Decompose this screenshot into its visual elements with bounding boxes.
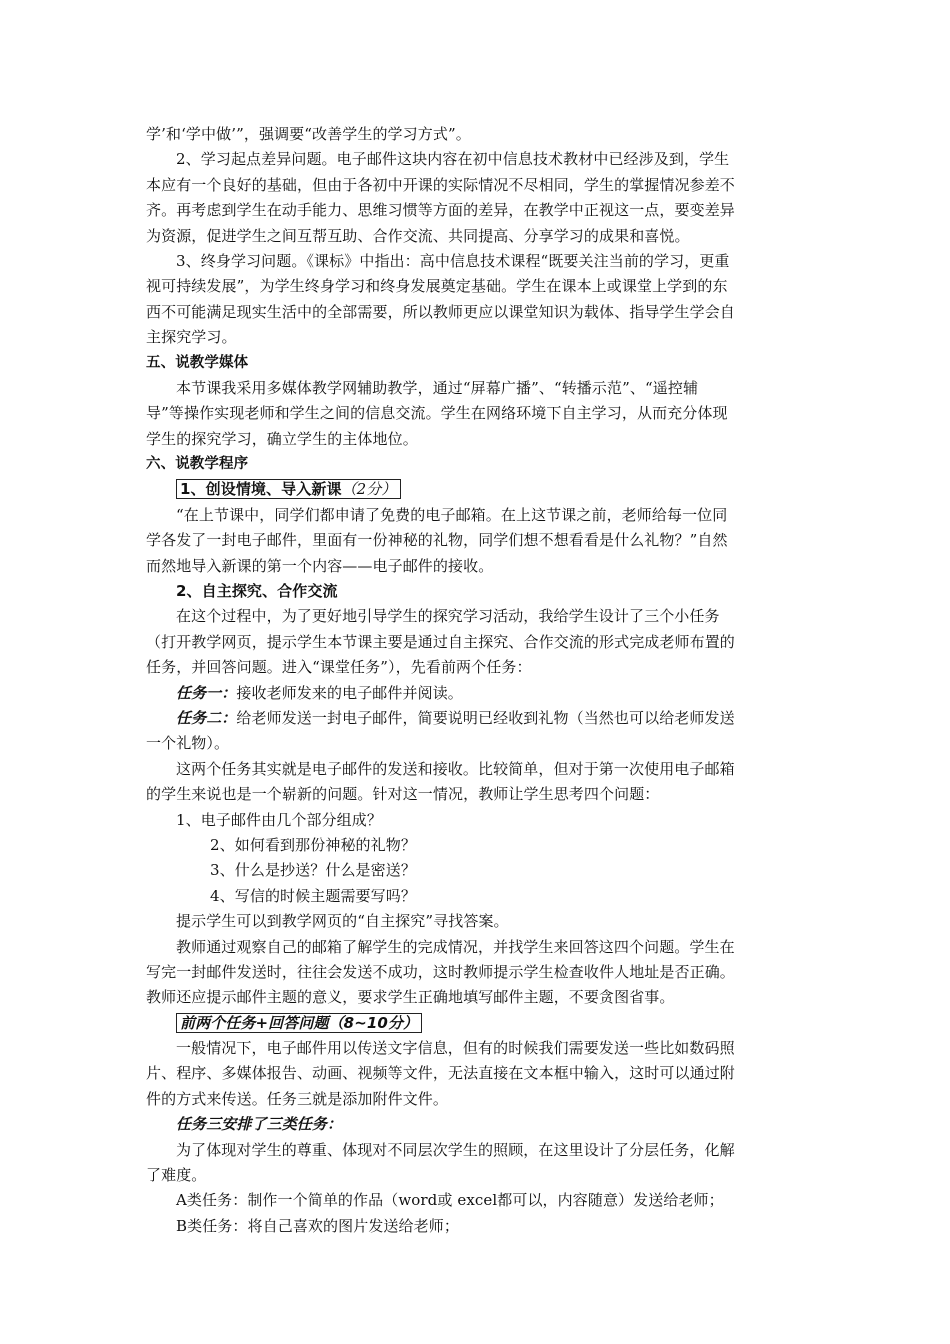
paragraph-line: 件的方式来传送。任务三就是添加附件文件。 (146, 1089, 449, 1108)
task-one-line (146, 681, 808, 706)
question-item: 4、写信的时候主题需要写吗？ (210, 886, 416, 905)
task-one-text: 接收老师发来的电子邮件并阅读。 (236, 683, 463, 702)
paragraph-line: 一般情况下，电子邮件用以传送文字信息，但有的时候我们需要发送一些比如数码照 (176, 1039, 735, 1058)
subsection-heading-intro (146, 477, 808, 502)
paragraph-line: 西不可能满足现实生活中的全部需要，所以教师更应以课堂知识为载体、指导学生学会自 (146, 302, 735, 321)
subsection-heading-explore: 2、自主探究、合作交流 (176, 582, 338, 601)
section-heading-procedure: 六、说教学程序 (146, 456, 249, 473)
paragraph-line: 学生的探究学习，确立学生的主体地位。 (146, 429, 418, 448)
boxed-summary: 前两个任务+回答问题（8~10分） (176, 1013, 422, 1033)
boxed-summary-line (146, 1011, 808, 1036)
section-heading-media: 五、说教学媒体 (146, 354, 249, 371)
paragraph-line: 导”等操作实现老师和学生之间的信息交流。学生在网络环境下自主学习，从而充分体现 (146, 404, 728, 423)
task-b-line: B类任务：将自己喜欢的图片发送给老师； (176, 1216, 459, 1235)
task-one-label: 任务一： (176, 683, 237, 702)
paragraph-line: 的学生来说也是一个崭新的问题。针对这一情况，教师让学生思考四个问题： (146, 785, 660, 804)
task-two-line (146, 706, 808, 731)
paragraph-line: 3、终身学习问题。《课标》中指出：高中信息技术课程“既要关注当前的学习，更重 (176, 251, 730, 270)
question-item: 1、电子邮件由几个部分组成？ (176, 810, 382, 829)
task-a-line: A类任务：制作一个简单的作品（word或 excel都可以，内容随意）发送给老师； (176, 1191, 724, 1210)
paragraph-line: 本应有一个良好的基础，但由于各初中开课的实际情况不尽相同，学生的掌握情况参差不 (146, 175, 735, 194)
paragraph-line: 提示学生可以到教学网页的“自主探究”寻找答案。 (176, 912, 509, 931)
paragraph-line: 为了体现对学生的尊重、体现对不同层次学生的照顾，在这里设计了分层任务，化解 (176, 1140, 735, 1159)
subheading-text: 1、创设情境、导入新课 (180, 480, 342, 499)
paragraph-line: 学’和‘学中做’”，强调要“改善学生的学习方式”。 (146, 125, 471, 143)
paragraph-line: 在这个过程中，为了更好地引导学生的探究学习活动，我给学生设计了三个小任务 (176, 607, 720, 626)
paragraph-line: 这两个任务其实就是电子邮件的发送和接收。比较简单，但对于第一次使用电子邮箱 (176, 759, 735, 778)
paragraph-line: 齐。再考虑到学生在动手能力、思维习惯等方面的差异，在教学中正视这一点，要变差异 (146, 201, 735, 220)
paragraph-line: 一个礼物）。 (146, 734, 230, 753)
paragraph-line: 教师还应提示邮件主题的意义，要求学生正确地填写邮件主题，不要贪图省事。 (146, 988, 675, 1007)
paragraph-line: “在上节课中，同学们都申请了免费的电子邮箱。在上这节课之前，老师给每一位同 (176, 505, 728, 524)
task-two-text: 给老师发送一封电子邮件，简要说明已经收到礼物（当然也可以给老师发送 (236, 708, 735, 727)
paragraph-line: 写完一封邮件发送时，往往会发送不成功，这时教师提示学生检查收件人地址是否正确。 (146, 962, 735, 981)
document-page (146, 122, 808, 1239)
paragraph-line: 本节课我采用多媒体教学网辅助教学，通过“屏幕广播”、“转播示范”、“遥控辅 (176, 378, 699, 397)
task-three-heading: 任务三安排了三类任务： (176, 1115, 343, 1134)
paragraph-line: 而然地导入新课的第一个内容——电子邮件的接收。 (146, 556, 494, 575)
paragraph-line: 任务，并回答问题。进入“课堂任务”），先看前两个任务： (146, 658, 532, 677)
question-item: 2、如何看到那份神秘的礼物？ (210, 835, 416, 854)
task-two-label: 任务二： (176, 708, 237, 727)
paragraph-line: 片、程序、多媒体报告、动画、视频等文件，无法直接在文本框中输入，这时可以通过附 (146, 1064, 735, 1083)
paragraph-line: 视可持续发展”，为学生终身学习和终身发展奠定基础。学生在课本上或课堂上学到的东 (146, 277, 728, 296)
paragraph-line: 2、学习起点差异问题。电子邮件这块内容在初中信息技术教材中已经涉及到，学生 (176, 150, 730, 169)
paragraph-line: （打开教学网页，提示学生本节课主要是通过自主探究、合作交流的形式完成老师布置的 (146, 632, 735, 651)
paragraph-line: 主探究学习。 (146, 328, 237, 347)
paragraph-line: 为资源，促进学生之间互帮互助、合作交流、共同提高、分享学习的成果和喜悦。 (146, 226, 690, 245)
time-note: （2分） (341, 480, 397, 499)
paragraph-line: 教师通过观察自己的邮箱了解学生的完成情况，并找学生来回答这四个问题。学生在 (176, 937, 735, 956)
paragraph-line: 了难度。 (146, 1166, 207, 1185)
boxed-subheading (176, 479, 401, 499)
question-item: 3、什么是抄送？什么是密送？ (210, 861, 416, 880)
paragraph-line: 学各发了一封电子邮件，里面有一份神秘的礼物，同学们想不想看看是什么礼物？”自然 (146, 531, 728, 550)
